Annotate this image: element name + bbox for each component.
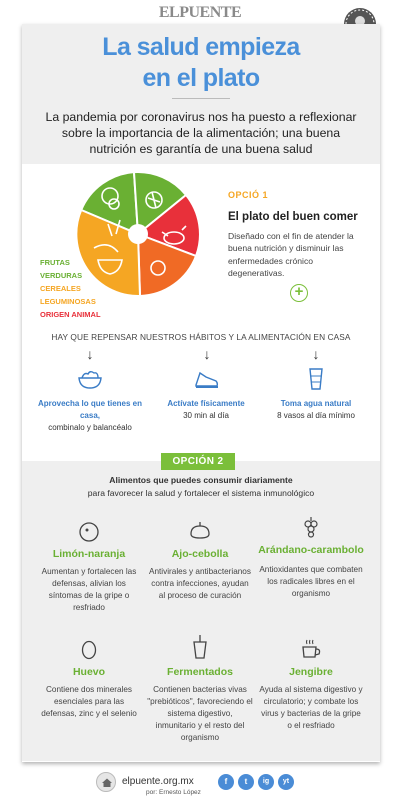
citrus-icon [78,520,100,542]
habit-water [256,398,376,422]
food-fermented-name: Fermentados [167,666,233,678]
legend-vegetables: VERDURAS [40,271,83,280]
expand-plus-button[interactable]: + [290,284,308,302]
option2-heading-sub: para favorecer la salud y fortalecer el sistema inmunológico [87,488,315,498]
option1-title: El plato del buen comer [228,211,358,223]
option1-label: OPCIÓ 1 [228,190,269,200]
food-egg-name: Huevo [72,666,106,678]
legend-legumes: LEGUMINOSAS [40,297,96,306]
bowl-icon [76,367,104,391]
garlic-icon [188,520,212,542]
food-citrus [36,520,142,614]
facebook-icon[interactable]: f [218,774,234,790]
option2-heading-bold: Alimentos que puedes consumir diariamente [109,475,293,485]
food-ginger-name: Jengibre [289,666,333,678]
habit-home-food-desc: combinalo y balancéalo [48,423,132,432]
berries-icon [301,516,321,538]
food-garlic [147,520,253,602]
habit-water-desc: 8 vasos al día mínimo [277,411,355,420]
title-line-2: en el plato [142,64,260,92]
yogurt-icon [190,634,210,660]
food-ginger [258,638,364,732]
instagram-icon[interactable]: ig [258,774,274,790]
food-ginger-desc: Ayuda al sistema digestivo y circulatorio; y combate los virus y bacterias de la gripe o el resfriado [259,685,363,730]
down-arrow-icon: ↓ [312,346,320,362]
plate-legend [40,256,101,321]
author-byline: por: Ernesto López [146,789,201,796]
legend-animal: ORIGEN ANIMAL [40,310,101,319]
food-fermented-desc: Contienen bacterias vivas "prebióticos", favoreciendo el sistema digestivo, inmunitario y el resto del organismo [147,685,253,742]
legend-fruits: FRUTAS [40,258,70,267]
food-berries-name: Arándano-carambolo [258,544,364,556]
habit-home-food [30,398,150,434]
habit-home-food-title: Aprovecha lo que tienes en casa, [37,399,143,420]
site-url-link[interactable]: elpuente.org.mx [122,776,194,787]
food-garlic-desc: Antivirales y antibacterianos contra infecciones, ayudan al proceso de curación [149,567,251,600]
youtube-icon[interactable]: yt [278,774,294,790]
title-divider [172,98,230,99]
habits-heading: HAY QUE REPENSAR NUESTROS HÁBITOS Y LA ALIMENTACIÓN EN CASA [51,332,351,342]
habit-water-title: Toma agua natural [280,399,352,408]
home-icon[interactable] [96,772,116,792]
legend-cereals: CEREALES [40,284,81,293]
food-garlic-name: Ajo-cebolla [171,548,229,560]
habit-exercise-desc: 30 min al día [183,411,229,420]
food-berries [258,516,364,600]
title-line-1: La salud empieza [102,33,300,61]
brand-logo-text: ELPUENTE [158,4,242,21]
twitter-icon[interactable]: t [238,774,254,790]
tea-icon [299,638,323,660]
sneaker-icon [192,367,220,391]
glass-icon [302,367,330,391]
food-berries-desc: Antioxidantes que combaten los radicales libres en el organismo [259,565,363,598]
option1-description: Diseñado con el fin de atender la buena nutrición y disminuir las enfermedades crónico degenerativas. [228,231,354,279]
habit-exercise-title: Actívate físicamente [167,399,245,408]
food-citrus-name: Limón-naranja [52,548,126,560]
option2-heading [22,474,380,500]
down-arrow-icon: ↓ [86,346,94,362]
habit-exercise [146,398,266,422]
page-title [22,32,380,94]
intro-text: La pandemia por coronavirus nos ha puesto a reflexionar sobre la importancia de la alimentación; una buena nutrición es garantía de una buena salud [45,110,357,156]
option2-badge: OPCIÓN 2 [161,453,235,470]
food-fermented [147,634,253,744]
food-citrus-desc: Aumentan y fortalecen las defensas, alivian los síntomas de la gripe o resfriado [41,567,137,612]
egg-icon [79,638,99,660]
food-egg-desc: Contiene dos minerales esenciales para las defensas, zinc y el selenio [41,685,137,718]
down-arrow-icon: ↓ [203,346,211,362]
food-egg [36,638,142,720]
